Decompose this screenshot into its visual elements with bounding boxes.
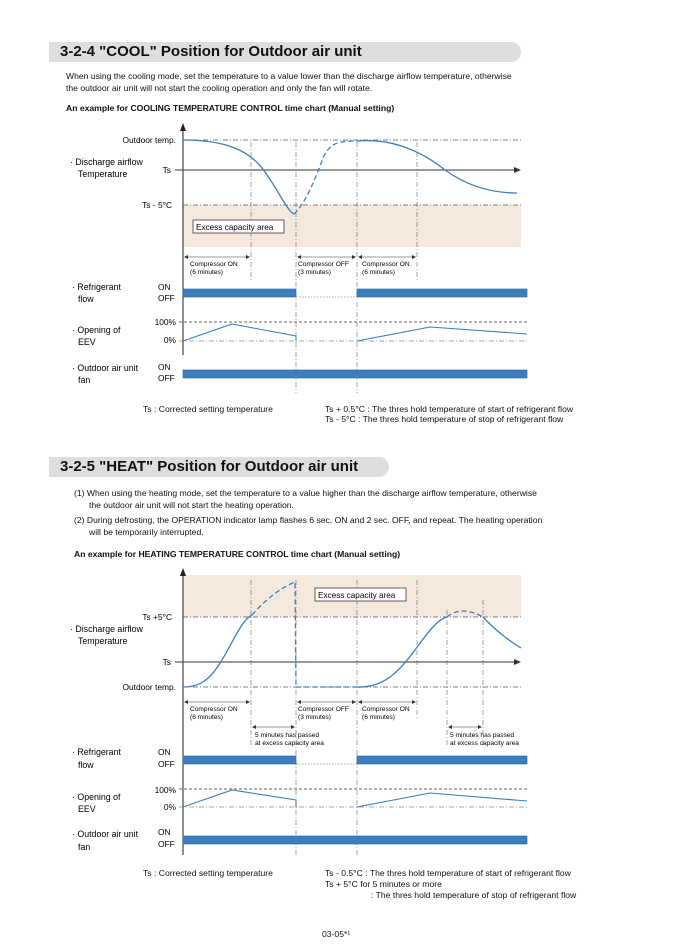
cool-paragraph-line-2: the outdoor air unit will not start the cooling operation and only the fan will rotate. <box>66 83 373 93</box>
cool-footnote-a: Ts + 0.5°C : The thres hold temperature of start of refrigerant flow <box>325 404 574 414</box>
cool-eev-curve-2 <box>357 327 527 341</box>
cool-refr-bar-1 <box>183 289 296 297</box>
cool-excess-label: Excess capacity area <box>196 223 274 232</box>
cool-chart-title: An example for COOLING TEMPERATURE CONTROL time chart (Manual setting) <box>66 103 395 113</box>
heat-footnote-a: Ts - 0.5°C : The thres hold temperature of start of refrigerant flow <box>325 868 571 878</box>
cool-eev-100: 100% <box>154 317 176 327</box>
heat-passed-2b: at excess capacity area <box>450 740 519 747</box>
cool-refr-off: OFF <box>158 293 175 303</box>
heat-refr-bar-2 <box>357 756 527 764</box>
cool-temp-curve-second <box>357 141 517 193</box>
heat-item-1a: (1) When using the heating mode, set the temperature to a value higher than the discharge airflow temperature, otherwise <box>74 488 537 498</box>
heat-label-eev-1: · Opening of <box>72 792 121 802</box>
heat-interval-2-head-l <box>297 700 301 704</box>
cool-eev-curve-1 <box>183 324 296 341</box>
heat-comp-on-2: Compressor ON <box>362 706 410 713</box>
heat-y-axis-arrow <box>180 568 186 576</box>
cool-label-ts-minus: Ts - 5°C <box>142 200 172 210</box>
cool-interval-3-head-r <box>412 255 416 259</box>
heat-comp-off-min: (3 minutes) <box>298 714 331 721</box>
cool-interval-1-head-r <box>246 255 250 259</box>
heat-refr-off: OFF <box>158 759 175 769</box>
cool-label-discharge-1: · Discharge airflow <box>70 157 143 167</box>
heat-label-outdoor-temp: Outdoor temp. <box>122 682 176 692</box>
cool-section-heading: 3-2-4 "COOL" Position for Outdoor air unit <box>60 43 362 60</box>
heat-passed-2-head-r <box>478 725 482 729</box>
heat-refr-bar-1 <box>183 756 296 764</box>
heat-passed-1b: at excess capacity area <box>255 740 324 747</box>
heat-time-chart <box>0 565 673 865</box>
heat-chart-title: An example for HEATING TEMPERATURE CONTROL time chart (Manual setting) <box>74 549 401 559</box>
heat-passed-1a: 5 minutes has passed <box>255 732 320 739</box>
cool-label-fan-2: fan <box>78 375 91 385</box>
heat-comp-on-1: Compressor ON <box>190 706 238 713</box>
cool-label-refrigerant-1: · Refrigerant <box>72 282 121 292</box>
heat-label-eev-2: EEV <box>78 804 96 814</box>
heat-interval-1-head-r <box>246 700 250 704</box>
heat-item-2a: (2) During defrosting, the OPERATION indicator lamp flashes 6 sec. ON and 2 sec. OFF, and repeat. The heating operation <box>74 515 543 525</box>
heat-fan-on: ON <box>158 827 171 837</box>
heat-footnote-ts: Ts : Corrected setting temperature <box>143 868 273 878</box>
cool-label-eev-2: EEV <box>78 337 96 347</box>
cool-label-outdoor-temp: Outdoor temp. <box>122 135 176 145</box>
cool-label-ts: Ts <box>162 165 171 175</box>
cool-comp-on-1: Compressor ON <box>190 261 238 268</box>
heat-passed-1-head-r <box>291 725 295 729</box>
heat-section-heading: 3-2-5 "HEAT" Position for Outdoor air unit <box>60 458 359 475</box>
cool-paragraph-line-1: When using the cooling mode, set the temperature to a value lower than the discharge airflow temperature, otherwise <box>66 71 512 81</box>
heat-footnote-b: Ts + 5°C for 5 minutes or more <box>325 879 442 889</box>
cool-fan-bar <box>183 370 527 378</box>
heat-eev-curve-2 <box>357 793 527 807</box>
cool-interval-2-head-l <box>297 255 301 259</box>
cool-comp-on-2-min: (6 minutes) <box>362 269 395 276</box>
heat-label-fan-2: fan <box>78 842 91 852</box>
heat-label-refrigerant-1: · Refrigerant <box>72 747 121 757</box>
heat-ts-arrow <box>514 659 521 665</box>
cool-time-chart <box>0 120 673 420</box>
heat-eev-curve-1 <box>183 790 296 807</box>
heat-label-ts: Ts <box>162 657 171 667</box>
cool-label-refrigerant-2: flow <box>78 294 94 304</box>
heat-eev-0: 0% <box>163 802 176 812</box>
heat-label-discharge-1: · Discharge airflow <box>70 624 143 634</box>
cool-label-eev-1: · Opening of <box>72 325 121 335</box>
heat-item-1b: the outdoor air unit will not start the heating operation. <box>89 500 294 510</box>
cool-label-fan-1: · Outdoor air unit <box>72 363 139 373</box>
cool-comp-on-2: Compressor ON <box>362 261 410 268</box>
heat-footnote-c: : The thres hold temperature of stop of refrigerant flow <box>371 890 577 900</box>
heat-fan-bar <box>183 836 527 844</box>
heat-passed-1-head-l <box>252 725 256 729</box>
cool-y-axis-arrow <box>180 123 186 131</box>
cool-eev-0: 0% <box>163 335 176 345</box>
heat-comp-on-1-min: (6 minutes) <box>190 714 223 721</box>
cool-temp-curve-recovery <box>294 141 357 214</box>
cool-interval-3-head-l <box>358 255 362 259</box>
cool-label-discharge-2: Temperature <box>78 169 128 179</box>
heat-comp-on-2-min: (6 minutes) <box>362 714 395 721</box>
heat-interval-1-head-l <box>184 700 188 704</box>
cool-interval-2-head-r <box>352 255 356 259</box>
cool-temp-curve-falling <box>183 140 294 214</box>
heat-refr-on: ON <box>158 747 171 757</box>
heat-label-fan-1: · Outdoor air unit <box>72 829 139 839</box>
cool-comp-on-1-min: (6 minutes) <box>190 269 223 276</box>
cool-fan-off: OFF <box>158 373 175 383</box>
cool-comp-off-min: (3 minutes) <box>298 269 331 276</box>
cool-refr-on: ON <box>158 282 171 292</box>
heat-fan-off: OFF <box>158 839 175 849</box>
heat-temp-curve-falling <box>483 617 521 648</box>
heat-label-discharge-2: Temperature <box>78 636 128 646</box>
heat-comp-off: Compressor OFF <box>298 706 349 713</box>
cool-refr-bar-2 <box>357 289 527 297</box>
heat-temp-curve-rising <box>183 615 252 687</box>
heat-label-ts-plus: Ts +5°C <box>142 612 172 622</box>
cool-comp-off: Compressor OFF <box>298 261 349 268</box>
cool-interval-1-head-l <box>184 255 188 259</box>
heat-passed-2-head-l <box>448 725 452 729</box>
heat-excess-label: Excess capacity area <box>318 591 396 600</box>
cool-footnote-b: Ts - 5°C : The thres hold temperature of stop of refrigerant flow <box>325 414 564 424</box>
heat-eev-100: 100% <box>154 785 176 795</box>
heat-temp-curve-second <box>357 617 447 687</box>
heat-label-refrigerant-2: flow <box>78 760 94 770</box>
heat-passed-2a: 5 minutes has passed <box>450 732 515 739</box>
heat-item-2b: will be temporarily interrupted. <box>89 527 204 537</box>
cool-footnote-ts: Ts : Corrected setting temperature <box>143 404 273 414</box>
cool-fan-on: ON <box>158 362 171 372</box>
cool-ts-arrow <box>514 167 521 173</box>
heat-interval-3-head-r <box>412 700 416 704</box>
heat-interval-3-head-l <box>358 700 362 704</box>
heat-interval-2-head-r <box>352 700 356 704</box>
page-number: 03-05*¹ <box>322 929 351 939</box>
